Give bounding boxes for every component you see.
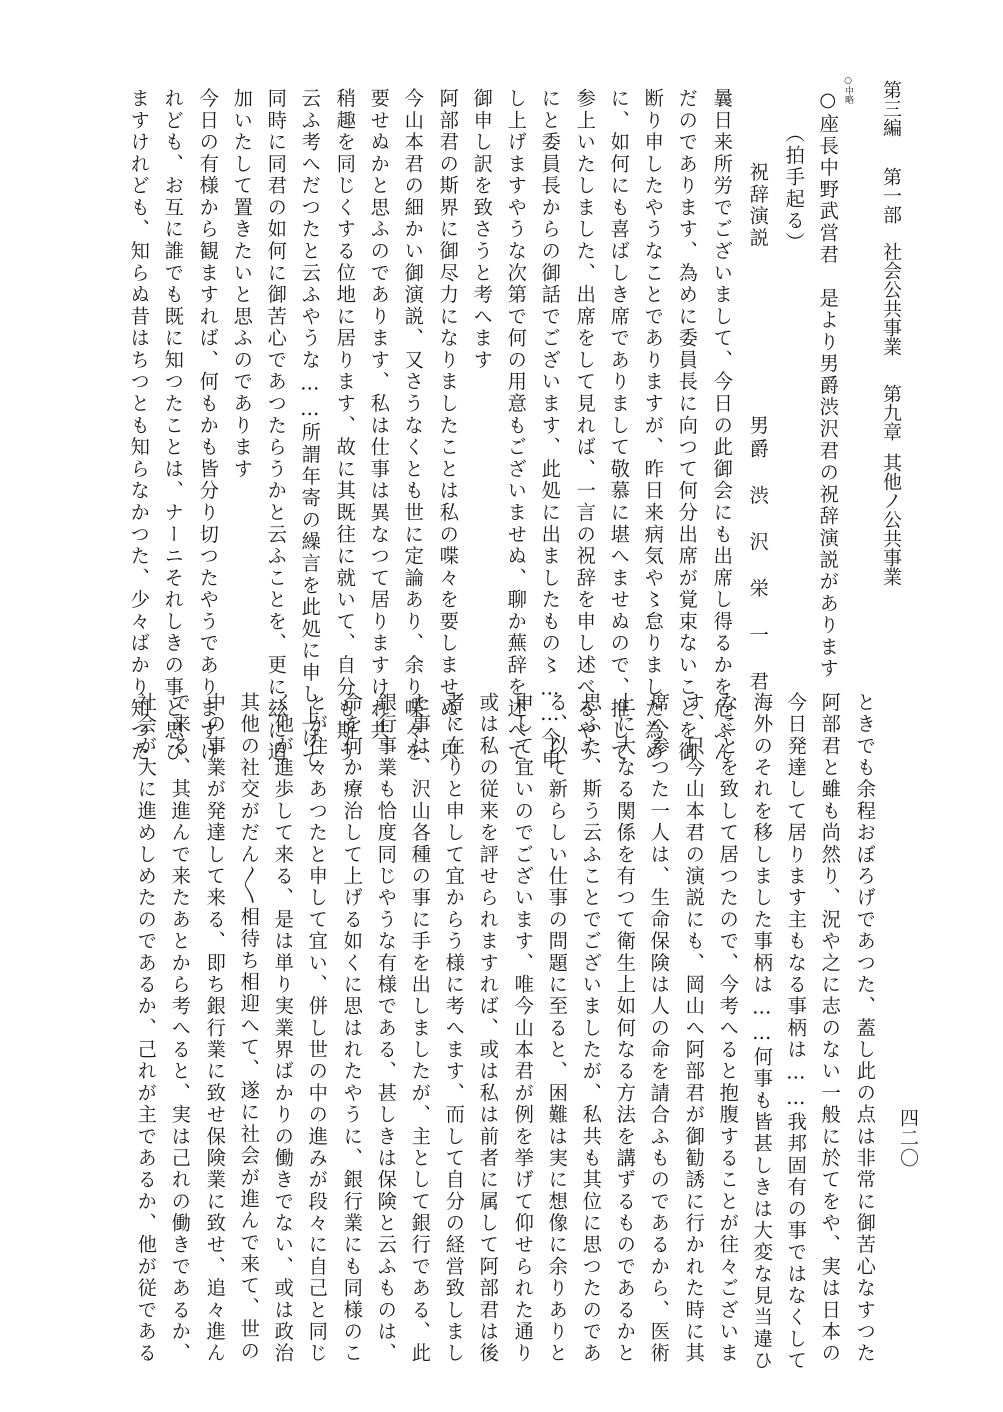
top-text-line: し上げますやうな次第で何の用意もございませぬ、聊か蕪辞を述べて (504, 88, 528, 764)
bottom-text-line: 申して宜いのでございます、唯今山本君が例を挙げて仰せられた通り (511, 692, 535, 1365)
bottom-text-line: とが往々あつたと申して宜い、併し世の中の進みが段々に自己と同じ (305, 692, 329, 1365)
top-text-line: だのであります、為めに委員長に向つて何分出席が覚束ないことを御 (675, 88, 699, 764)
bottom-text-line: た事は、沢山各種の事に手を出しましたが、主として銀行である、此 (408, 692, 432, 1365)
running-header (881, 80, 900, 640)
top-text-line: 今日の有様から観ますれば、何もかも皆分り切つたやうでありますけ (196, 88, 220, 764)
bottom-text-line: 席へ参つた一人は、生命保険は人の命を請合ふものであるから、医術 (647, 692, 671, 1365)
bottom-text-line: 或は私の従来を評せられますれば、或は私は前者に属して阿部君は後 (476, 692, 500, 1365)
bottom-text-line: 海外のそれを移しました事柄は……何事も皆甚しきは大変な見当違ひ (750, 692, 774, 1372)
applause-note: （拍手起る） (782, 123, 806, 254)
bottom-text-line: 命を何か療治して上げる如くに思はれたやうに、銀行業にも同様のこ (340, 692, 364, 1365)
top-text-line: 加いたして置きたいと思ふのであります (230, 88, 254, 481)
top-text-line: 断り申したやうなことでありますが、昨日来病気や〻怠りました為め (641, 88, 665, 764)
bottom-text-line: 者に在りと申して宜からう様に考へます、而して自分の経営致しまし (442, 692, 466, 1365)
header-category: 社会公共事業 (880, 242, 902, 356)
top-text-line: 阿部君の斯界に御尽力になりましたことは私の喋々を要しませぬ、只 (436, 88, 460, 764)
top-text-line: れども、お互に誰でも既に知つたことは、ナーニそれしきの事と思ひ (161, 88, 185, 764)
header-section: 第一部 (880, 167, 902, 224)
bottom-text-line: 中の事業が発達して来る、即ち銀行業に致せ保険業に致せ、追々進ん (203, 692, 227, 1365)
bottom-text-line: 社会が大に進めしめたのであるか、己れが主であるか、他が従である (134, 692, 158, 1365)
page-number: 四二〇 (897, 1108, 919, 1168)
top-text-line: 曩日来所労でございまして、今日の此御会にも出席し得るかを危ぶん (710, 88, 734, 764)
bottom-text-line: く他が進歩して来る、是は単り実業界ばかりの働きでない、或は政治 (271, 692, 295, 1365)
top-text-line: にと委員長からの御話でございます、此処に出ましたもの〻……今申 (538, 88, 562, 771)
bottom-text-line: 今日発達して居ります主もなる事柄は……我邦固有の事ではなくして (784, 692, 808, 1372)
speech-title: 祝辞演説 (746, 162, 770, 250)
top-text-line: に、如何にも喜ばしき席でありまして敬慕に堪へませぬので、推して (607, 88, 631, 764)
header-part: 第三編 (880, 80, 902, 137)
bottom-text-line: 上に大なる関係を有つて衛生上如何なる方法を講ずるものであるかと (613, 692, 637, 1365)
bottom-text-line: 思ふた、斯う云ふことでございましたが、私共も其位に思つたのであ (579, 692, 603, 1365)
bottom-text-line: 其他の社交がだん〳〵相待ち相迎へて、遂に社会が進んで来て、世の (237, 692, 261, 1362)
speaker-name: 男爵 渋 沢 栄 一 君 (746, 415, 770, 695)
bottom-text-line: 銀行事業も恰度同じやうな有様である、甚しきは保険と云ふものは、 (374, 692, 398, 1365)
top-text-line: 参上いたしました、出席をして見れば、一言の祝辞を申し述べるやう (573, 88, 597, 764)
bottom-text-line: 阿部君と雖も尚然り、況や之に志のない一般に於てをや、実は日本の (818, 692, 842, 1365)
top-text-line: 同時に同君の如何に御苦心であつたらうかと云ふことを、更に玆に追 (264, 88, 288, 764)
chair-announcement: ○座長中野武営君 是より男爵渋沢君の祝辞演説があります (816, 88, 840, 681)
bottom-text-line: す、只今山本君の演説にも、岡山へ阿部君が御勧誘に行かれた時に其 (682, 692, 706, 1365)
top-text-line: ますけれども、知らぬ昔はちつとも知らなかつた、少々ばかり知つた (127, 88, 151, 764)
omission-note: ○中略 (843, 76, 853, 104)
top-text-line: 稍趣を同じくする位地に居ります、故に其既往に就いて、自分も斯う (333, 88, 357, 764)
top-text-line: 今山本君の細かい御演説、又さうなくとも世に定論あり、余り喋々を (401, 88, 425, 764)
bottom-text-line: で来る、其進んで来たあとから考へると、実は己れの働きであるか、 (168, 692, 192, 1365)
top-text-line: 要せぬかと思ふのであります、私は仕事は異なつて居りますけれ共、 (367, 88, 391, 764)
top-text-line: 云ふ考へだつたと云ふやうな……所謂年寄の繰言を此処に申し上げて (298, 88, 322, 771)
top-text-line: 御申し訳を致さうと考へます (470, 88, 494, 372)
header-chapter-title: 其他ノ公共事業 (880, 453, 902, 586)
header-chapter: 第九章 (880, 384, 902, 441)
bottom-text-line: なことを致して居つたので、今考へると抱腹することが往々ございま (716, 692, 740, 1365)
bottom-text-line: ときでも余程おぼろげであつた、蓋し此の点は非常に御苦心なすつた (853, 692, 877, 1365)
bottom-text-line: る、以て新らしい仕事の問題に至ると、困難は実に想像に余りありと (545, 692, 569, 1365)
